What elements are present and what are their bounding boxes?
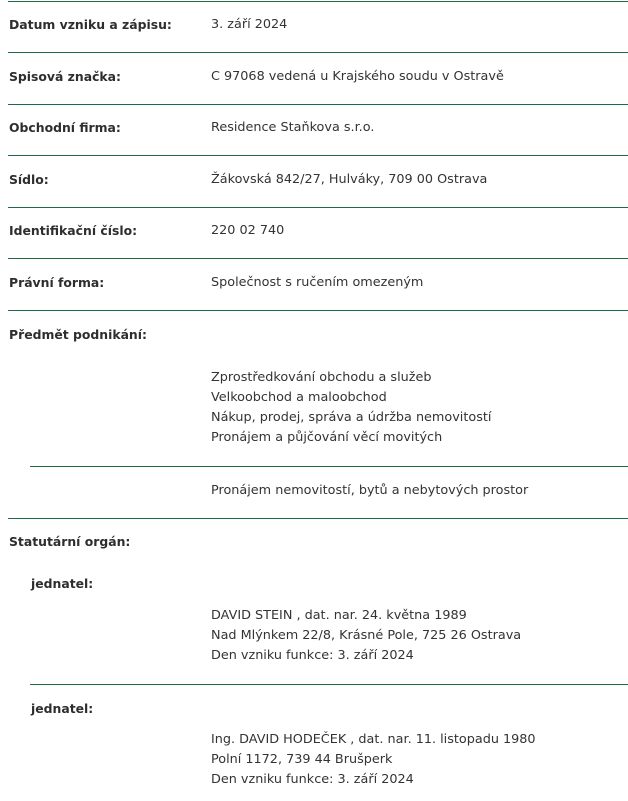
divider: [8, 155, 628, 156]
row-value: Residence Staňkova s.r.o.: [211, 120, 375, 135]
row-label: Identifikační číslo:: [9, 223, 138, 238]
activity-item: Velkoobchod a maloobchod: [211, 390, 387, 405]
row-value: 3. září 2024: [211, 17, 288, 32]
divider: [8, 258, 628, 259]
row-label: Sídlo:: [9, 172, 49, 187]
row-value: 220 02 740: [211, 223, 285, 238]
member-start-date: Den vzniku funkce: 3. září 2024: [211, 648, 414, 663]
divider: [8, 1, 628, 2]
member-role: jednatel:: [31, 701, 94, 716]
row-label: Obchodní firma:: [9, 120, 121, 135]
member-name: DAVID STEIN , dat. nar. 24. května 1989: [211, 608, 467, 623]
divider: [8, 518, 628, 519]
member-name: Ing. DAVID HODEČEK , dat. nar. 11. listopadu 1980: [211, 732, 536, 747]
row-label: Datum vzniku a zápisu:: [9, 17, 172, 32]
member-address: Nad Mlýnkem 22/8, Krásné Pole, 725 26 Ostrava: [211, 628, 522, 643]
row-label: Právní forma:: [9, 275, 105, 290]
divider: [8, 52, 628, 53]
member-address: Polní 1172, 739 44 Brušperk: [211, 752, 393, 767]
member-start-date: Den vzniku funkce: 3. září 2024: [211, 772, 414, 787]
row-value: C 97068 vedená u Krajského soudu v Ostravě: [211, 69, 504, 84]
row-label: Spisová značka:: [9, 69, 121, 84]
divider: [8, 207, 628, 208]
section-label: Předmět podnikání:: [9, 327, 147, 342]
section-label: Statutární orgán:: [9, 534, 131, 549]
activity-item: Pronájem nemovitostí, bytů a nebytových prostor: [211, 483, 529, 498]
row-value: Žákovská 842/27, Hulváky, 709 00 Ostrava: [211, 172, 488, 187]
divider: [8, 104, 628, 105]
sub-divider: [30, 466, 628, 467]
divider: [8, 310, 628, 311]
sub-divider: [30, 684, 628, 685]
member-role: jednatel:: [31, 576, 94, 591]
row-value: Společnost s ručením omezeným: [211, 275, 424, 290]
activity-item: Pronájem a půjčování věcí movitých: [211, 430, 443, 445]
activity-item: Nákup, prodej, správa a údržba nemovitostí: [211, 410, 492, 425]
activity-item: Zprostředkování obchodu a služeb: [211, 370, 432, 385]
